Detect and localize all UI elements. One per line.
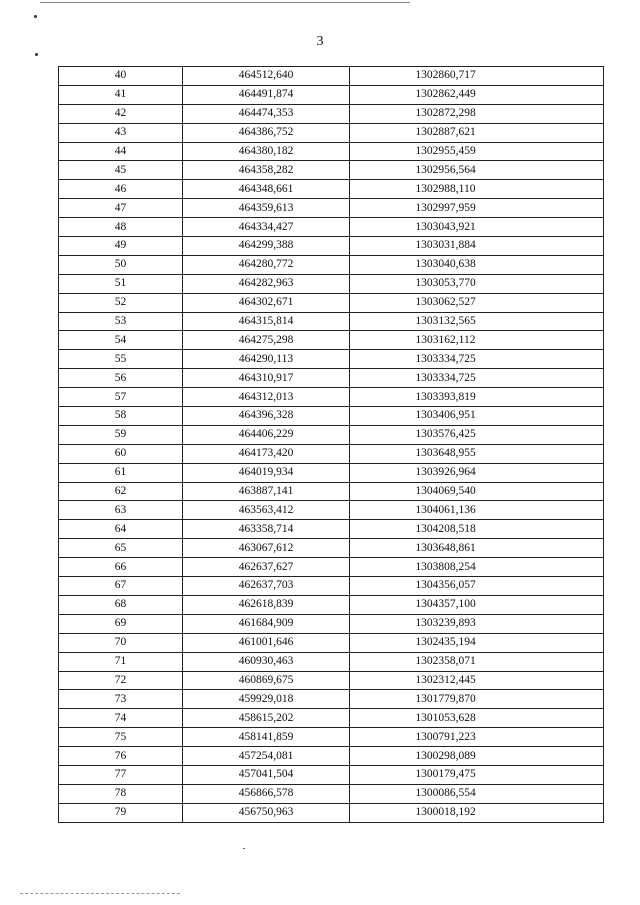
x-coordinate-cell: 461684,909 <box>183 614 350 633</box>
y-coordinate-cell: 1303808,254 <box>350 558 604 577</box>
y-coordinate-cell: 1302955,459 <box>350 142 604 161</box>
table-row <box>59 577 604 596</box>
table-row <box>59 709 604 728</box>
x-coordinate-cell: 464312,013 <box>183 388 350 407</box>
table-row <box>59 520 604 539</box>
point-number-cell: 63 <box>59 501 183 520</box>
x-coordinate-cell: 464290,113 <box>183 350 350 369</box>
x-coordinate-cell: 464380,182 <box>183 142 350 161</box>
x-coordinate-cell: 464299,388 <box>183 237 350 256</box>
y-coordinate-cell: 1300086,554 <box>350 784 604 803</box>
table-row <box>59 85 604 104</box>
x-coordinate-cell: 464310,917 <box>183 369 350 388</box>
y-coordinate-cell: 1303040,638 <box>350 255 604 274</box>
table-row <box>59 803 604 822</box>
y-coordinate-cell: 1302312,445 <box>350 671 604 690</box>
table-row <box>59 501 604 520</box>
table-row <box>59 255 604 274</box>
y-coordinate-cell: 1302956,564 <box>350 161 604 180</box>
table-row <box>59 199 604 218</box>
point-number-cell: 59 <box>59 425 183 444</box>
table-row <box>59 67 604 86</box>
point-number-cell: 54 <box>59 331 183 350</box>
point-number-cell: 70 <box>59 633 183 652</box>
x-coordinate-cell: 464386,752 <box>183 123 350 142</box>
x-coordinate-cell: 464359,613 <box>183 199 350 218</box>
point-number-cell: 76 <box>59 747 183 766</box>
x-coordinate-cell: 457254,081 <box>183 747 350 766</box>
point-number-cell: 41 <box>59 85 183 104</box>
table-row <box>59 142 604 161</box>
y-coordinate-cell: 1302860,717 <box>350 67 604 86</box>
point-number-cell: 43 <box>59 123 183 142</box>
point-number-cell: 40 <box>59 67 183 86</box>
point-number-cell: 74 <box>59 709 183 728</box>
point-number-cell: 44 <box>59 142 183 161</box>
x-coordinate-cell: 464315,814 <box>183 312 350 331</box>
table-row <box>59 482 604 501</box>
x-coordinate-cell: 460869,675 <box>183 671 350 690</box>
x-coordinate-cell: 462637,703 <box>183 577 350 596</box>
table-row <box>59 558 604 577</box>
x-coordinate-cell: 464406,229 <box>183 425 350 444</box>
y-coordinate-cell: 1301779,870 <box>350 690 604 709</box>
table-row <box>59 747 604 766</box>
x-coordinate-cell: 464282,963 <box>183 274 350 293</box>
point-number-cell: 50 <box>59 255 183 274</box>
table-row <box>59 161 604 180</box>
x-coordinate-cell: 463358,714 <box>183 520 350 539</box>
x-coordinate-cell: 464280,772 <box>183 255 350 274</box>
scan-dot <box>35 53 38 56</box>
y-coordinate-cell: 1304069,540 <box>350 482 604 501</box>
y-coordinate-cell: 1302988,110 <box>350 180 604 199</box>
y-coordinate-cell: 1303162,112 <box>350 331 604 350</box>
x-coordinate-cell: 460930,463 <box>183 652 350 671</box>
point-number-cell: 61 <box>59 463 183 482</box>
y-coordinate-cell: 1302887,621 <box>350 123 604 142</box>
point-number-cell: 77 <box>59 765 183 784</box>
x-coordinate-cell: 463563,412 <box>183 501 350 520</box>
y-coordinate-cell: 1300791,223 <box>350 728 604 747</box>
scan-top-line <box>40 2 410 3</box>
x-coordinate-cell: 464396,328 <box>183 407 350 426</box>
scan-dot <box>243 848 245 849</box>
y-coordinate-cell: 1304356,057 <box>350 577 604 596</box>
y-coordinate-cell: 1302435,194 <box>350 633 604 652</box>
x-coordinate-cell: 463067,612 <box>183 539 350 558</box>
x-coordinate-cell: 464275,298 <box>183 331 350 350</box>
point-number-cell: 78 <box>59 784 183 803</box>
point-number-cell: 65 <box>59 539 183 558</box>
point-number-cell: 71 <box>59 652 183 671</box>
scan-bottom-line <box>20 893 180 894</box>
y-coordinate-cell: 1303393,819 <box>350 388 604 407</box>
page-number: 3 <box>316 34 324 49</box>
y-coordinate-cell: 1300179,475 <box>350 765 604 784</box>
coordinates-table <box>58 66 604 823</box>
x-coordinate-cell: 462637,627 <box>183 558 350 577</box>
table-row <box>59 784 604 803</box>
point-number-cell: 58 <box>59 407 183 426</box>
y-coordinate-cell: 1303648,861 <box>350 539 604 558</box>
table-row <box>59 652 604 671</box>
x-coordinate-cell: 456866,578 <box>183 784 350 803</box>
table-row <box>59 123 604 142</box>
x-coordinate-cell: 464491,874 <box>183 85 350 104</box>
x-coordinate-cell: 464348,661 <box>183 180 350 199</box>
x-coordinate-cell: 462618,839 <box>183 595 350 614</box>
point-number-cell: 47 <box>59 199 183 218</box>
y-coordinate-cell: 1303334,725 <box>350 369 604 388</box>
coordinates-table-body <box>59 67 604 823</box>
point-number-cell: 60 <box>59 444 183 463</box>
x-coordinate-cell: 464302,671 <box>183 293 350 312</box>
point-number-cell: 62 <box>59 482 183 501</box>
point-number-cell: 68 <box>59 595 183 614</box>
point-number-cell: 42 <box>59 104 183 123</box>
y-coordinate-cell: 1304357,100 <box>350 595 604 614</box>
y-coordinate-cell: 1302997,959 <box>350 199 604 218</box>
point-number-cell: 53 <box>59 312 183 331</box>
x-coordinate-cell: 463887,141 <box>183 482 350 501</box>
table-row <box>59 728 604 747</box>
point-number-cell: 79 <box>59 803 183 822</box>
x-coordinate-cell: 456750,963 <box>183 803 350 822</box>
table-row <box>59 312 604 331</box>
table-row <box>59 388 604 407</box>
table-row <box>59 104 604 123</box>
scan-dot <box>34 15 37 18</box>
point-number-cell: 73 <box>59 690 183 709</box>
y-coordinate-cell: 1303043,921 <box>350 218 604 237</box>
y-coordinate-cell: 1303576,425 <box>350 425 604 444</box>
point-number-cell: 57 <box>59 388 183 407</box>
table-row <box>59 614 604 633</box>
table-row <box>59 274 604 293</box>
table-row <box>59 293 604 312</box>
y-coordinate-cell: 1303334,725 <box>350 350 604 369</box>
x-coordinate-cell: 458615,202 <box>183 709 350 728</box>
table-row <box>59 463 604 482</box>
y-coordinate-cell: 1303053,770 <box>350 274 604 293</box>
point-number-cell: 48 <box>59 218 183 237</box>
y-coordinate-cell: 1304061,136 <box>350 501 604 520</box>
y-coordinate-cell: 1302358,071 <box>350 652 604 671</box>
y-coordinate-cell: 1303926,964 <box>350 463 604 482</box>
table-row <box>59 765 604 784</box>
y-coordinate-cell: 1303406,951 <box>350 407 604 426</box>
table-row <box>59 633 604 652</box>
point-number-cell: 51 <box>59 274 183 293</box>
x-coordinate-cell: 459929,018 <box>183 690 350 709</box>
x-coordinate-cell: 464173,420 <box>183 444 350 463</box>
point-number-cell: 67 <box>59 577 183 596</box>
y-coordinate-cell: 1302872,298 <box>350 104 604 123</box>
y-coordinate-cell: 1302862,449 <box>350 85 604 104</box>
y-coordinate-cell: 1300298,089 <box>350 747 604 766</box>
x-coordinate-cell: 458141,859 <box>183 728 350 747</box>
y-coordinate-cell: 1303062,527 <box>350 293 604 312</box>
point-number-cell: 46 <box>59 180 183 199</box>
point-number-cell: 55 <box>59 350 183 369</box>
y-coordinate-cell: 1300018,192 <box>350 803 604 822</box>
y-coordinate-cell: 1304208,518 <box>350 520 604 539</box>
table-row <box>59 444 604 463</box>
point-number-cell: 64 <box>59 520 183 539</box>
table-row <box>59 595 604 614</box>
table-row <box>59 369 604 388</box>
y-coordinate-cell: 1303239,893 <box>350 614 604 633</box>
y-coordinate-cell: 1303031,884 <box>350 237 604 256</box>
point-number-cell: 45 <box>59 161 183 180</box>
x-coordinate-cell: 464334,427 <box>183 218 350 237</box>
x-coordinate-cell: 461001,646 <box>183 633 350 652</box>
table-row <box>59 331 604 350</box>
table-row <box>59 218 604 237</box>
point-number-cell: 52 <box>59 293 183 312</box>
x-coordinate-cell: 464474,353 <box>183 104 350 123</box>
table-row <box>59 425 604 444</box>
x-coordinate-cell: 464512,640 <box>183 67 350 86</box>
table-row <box>59 671 604 690</box>
y-coordinate-cell: 1303132,565 <box>350 312 604 331</box>
table-row <box>59 237 604 256</box>
table-row <box>59 407 604 426</box>
x-coordinate-cell: 457041,504 <box>183 765 350 784</box>
y-coordinate-cell: 1301053,628 <box>350 709 604 728</box>
y-coordinate-cell: 1303648,955 <box>350 444 604 463</box>
point-number-cell: 69 <box>59 614 183 633</box>
x-coordinate-cell: 464358,282 <box>183 161 350 180</box>
table-row <box>59 350 604 369</box>
table-row <box>59 180 604 199</box>
table-row <box>59 690 604 709</box>
point-number-cell: 75 <box>59 728 183 747</box>
point-number-cell: 56 <box>59 369 183 388</box>
table-row <box>59 539 604 558</box>
point-number-cell: 72 <box>59 671 183 690</box>
point-number-cell: 49 <box>59 237 183 256</box>
x-coordinate-cell: 464019,934 <box>183 463 350 482</box>
point-number-cell: 66 <box>59 558 183 577</box>
